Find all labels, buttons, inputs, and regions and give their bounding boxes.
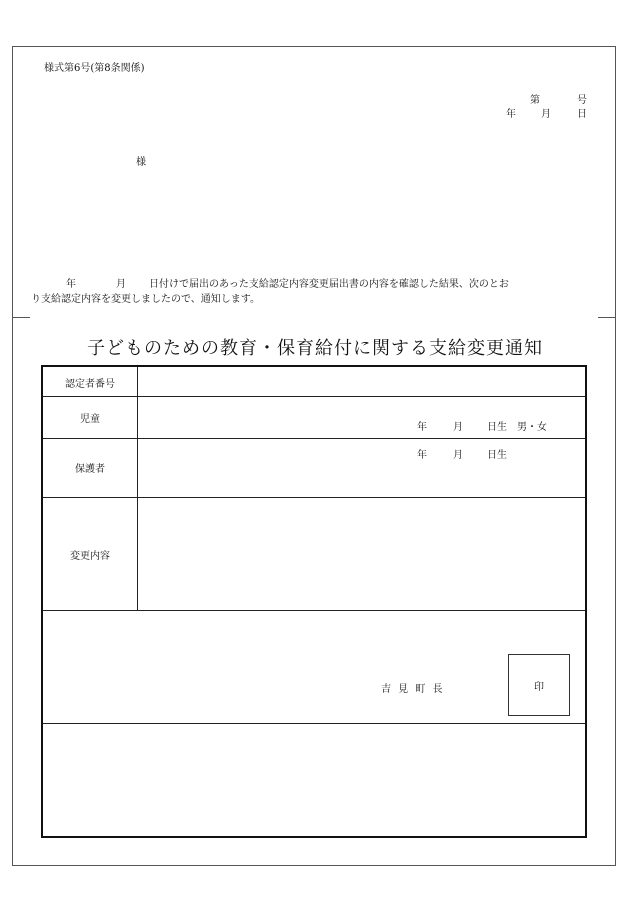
document-title: 子どものための教育・保育給付に関する支給変更通知 — [87, 338, 543, 359]
child-sex: 男・女 — [517, 422, 547, 433]
row-divider — [43, 610, 585, 611]
guardian-birth-day: 日生 — [487, 450, 507, 461]
child-birth-year: 年 — [417, 422, 427, 433]
fold-mark-left — [12, 317, 30, 318]
body-month: 月 — [116, 279, 126, 290]
form-number: 様式第6号(第8条関係) — [44, 63, 145, 74]
column-divider — [137, 367, 138, 610]
body-line2: り支給認定内容を変更しましたので、通知します。 — [31, 294, 260, 305]
notice-table — [41, 365, 587, 838]
header-year: 年 — [506, 109, 516, 120]
header-day: 日 — [577, 109, 587, 120]
certification-number-label: 認定者番号 — [65, 379, 115, 390]
change-content-label: 変更内容 — [70, 551, 110, 562]
number-suffix: 号 — [577, 95, 587, 106]
row-divider — [43, 723, 585, 724]
header-month: 月 — [541, 109, 551, 120]
body-line1: 日付けで届出のあった支給認定内容変更届出書の内容を確認した結果、次のとお — [149, 279, 509, 290]
child-label: 児童 — [80, 414, 100, 425]
seal-label: 印 — [534, 681, 544, 693]
child-birth-month: 月 — [453, 422, 463, 433]
fold-mark-right — [598, 317, 616, 318]
number-prefix: 第 — [530, 95, 540, 106]
row-divider — [43, 438, 585, 439]
row-divider — [43, 396, 585, 397]
seal-box — [508, 654, 570, 716]
addressee-suffix: 様 — [136, 157, 146, 168]
body-year: 年 — [66, 279, 76, 290]
guardian-birth-year: 年 — [417, 450, 427, 461]
child-birth-day: 日生 — [487, 422, 507, 433]
guardian-label: 保護者 — [75, 464, 105, 475]
guardian-birth-month: 月 — [453, 450, 463, 461]
row-divider — [43, 497, 585, 498]
issuer-name: 吉 見 町 長 — [381, 684, 445, 695]
